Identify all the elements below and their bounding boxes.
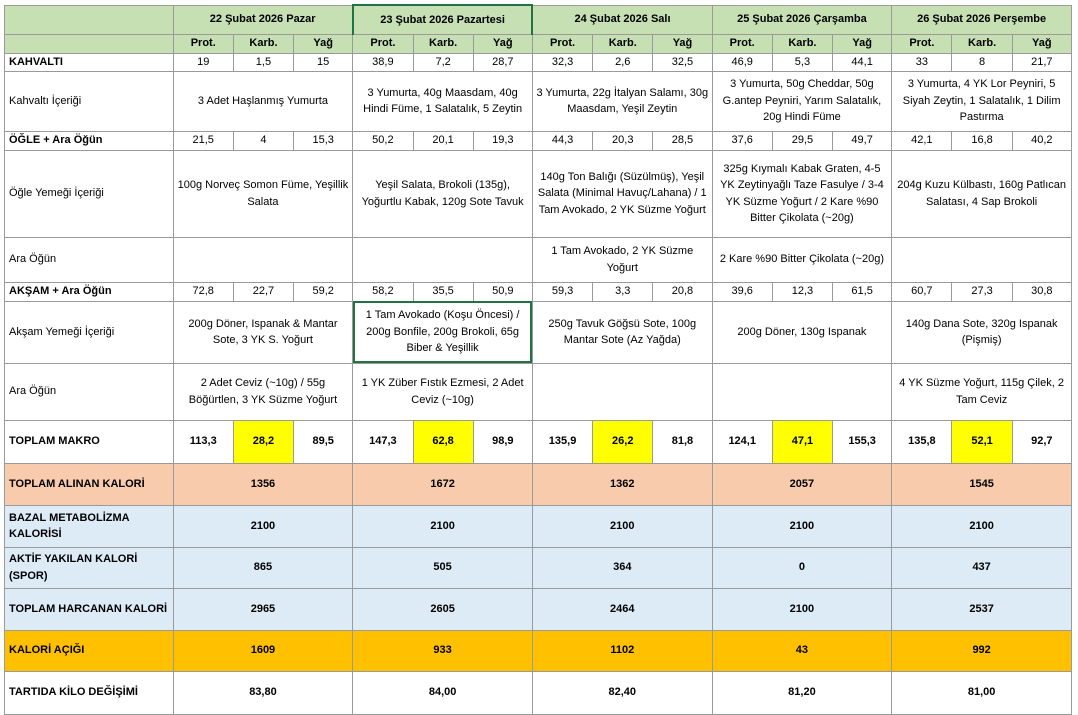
row-ogle_icerik <box>5 150 1072 237</box>
macro-value[interactable]: 42,1 <box>892 131 952 150</box>
content-cell[interactable]: 1 YK Züber Fıstık Ezmesi, 2 Adet Ceviz (~10g) <box>353 363 533 420</box>
macro-value[interactable]: 135,9 <box>532 420 592 463</box>
content-cell[interactable]: 81,20 <box>712 671 892 714</box>
macro-value[interactable]: 20,3 <box>593 131 653 150</box>
macro-value[interactable]: 124,1 <box>712 420 772 463</box>
macro-value[interactable]: 44,1 <box>833 53 892 71</box>
content-cell[interactable]: 140g Dana Sote, 320g Ispanak (Pişmiş) <box>892 301 1072 363</box>
row-label-aksam[interactable]: AKŞAM + Ara Öğün <box>5 282 174 301</box>
content-cell[interactable]: 1 Tam Avokado (Koşu Öncesi) / 200g Bonfile, 200g Brokoli, 65g Biber & Yeşillik <box>353 301 533 363</box>
macro-value[interactable]: 40,2 <box>1012 131 1071 150</box>
content-cell[interactable]: 505 <box>353 547 533 588</box>
macro-header-y[interactable]: Yağ <box>473 34 532 53</box>
row-label-toplam_makro[interactable]: TOPLAM MAKRO <box>5 420 174 463</box>
macro-value[interactable]: 35,5 <box>413 282 473 301</box>
row-label-kilo[interactable]: TARTIDA KİLO DEĞİŞİMİ <box>5 671 174 714</box>
macro-value[interactable]: 32,5 <box>653 53 712 71</box>
row-label-kahvalti_icerik[interactable]: Kahvaltı İçeriği <box>5 71 174 131</box>
macro-value[interactable]: 59,2 <box>294 282 353 301</box>
row-label-toplam_harcanan[interactable]: TOPLAM HARCANAN KALORİ <box>5 588 174 630</box>
content-cell[interactable]: 2100 <box>173 505 353 547</box>
content-cell[interactable]: 2 Kare %90 Bitter Çikolata (~20g) <box>712 237 892 282</box>
content-cell[interactable] <box>532 363 712 420</box>
macro-value[interactable]: 98,9 <box>473 420 532 463</box>
macro-value[interactable]: 49,7 <box>833 131 892 150</box>
row-ogle <box>5 131 1072 150</box>
content-cell[interactable]: 140g Ton Balığı (Süzülmüş), Yeşil Salata (Minimal Havuç/Lahana) / 1 Tam Avokado, 2 YK Süzme Yoğurt <box>532 150 712 237</box>
date-header-1[interactable]: 22 Şubat 2026 Pazar <box>173 5 353 34</box>
macro-header-k[interactable]: Karb. <box>233 34 293 53</box>
macro-value[interactable]: 19 <box>173 53 233 71</box>
content-cell[interactable]: 3 Yumurta, 40g Maasdam, 40g Hindi Füme, 1 Salatalık, 5 Zeytin <box>353 71 533 131</box>
macro-value[interactable]: 92,7 <box>1012 420 1071 463</box>
macro-value[interactable]: 81,8 <box>653 420 712 463</box>
row-ara_ogun_2 <box>5 363 1072 420</box>
date-header-4[interactable]: 25 Şubat 2026 Çarşamba <box>712 5 892 34</box>
macro-value[interactable]: 50,9 <box>473 282 532 301</box>
macro-header-p[interactable]: Prot. <box>353 34 413 53</box>
macro-value[interactable]: 21,7 <box>1012 53 1071 71</box>
content-cell[interactable]: 2100 <box>892 505 1072 547</box>
macro-header-y[interactable]: Yağ <box>1012 34 1071 53</box>
row-aksam_icerik <box>5 301 1072 363</box>
macro-value[interactable]: 20,8 <box>653 282 712 301</box>
content-cell[interactable]: 2100 <box>532 505 712 547</box>
macro-header-p[interactable]: Prot. <box>173 34 233 53</box>
content-cell[interactable]: 3 Adet Haşlanmış Yumurta <box>173 71 353 131</box>
row-aksam <box>5 282 1072 301</box>
macro-value[interactable]: 3,3 <box>593 282 653 301</box>
macro-value[interactable]: 50,2 <box>353 131 413 150</box>
content-cell[interactable]: 2100 <box>712 588 892 630</box>
macro-value[interactable]: 52,1 <box>952 420 1012 463</box>
content-cell[interactable]: 1609 <box>173 630 353 671</box>
content-cell[interactable]: 992 <box>892 630 1072 671</box>
content-cell[interactable] <box>173 237 353 282</box>
macro-header-k[interactable]: Karb. <box>772 34 832 53</box>
content-cell[interactable]: 83,80 <box>173 671 353 714</box>
row-label-bazal[interactable]: BAZAL METABOLİZMA KALORİSİ <box>5 505 174 547</box>
content-cell[interactable]: 1545 <box>892 463 1072 505</box>
content-cell[interactable]: 2605 <box>353 588 533 630</box>
content-cell[interactable]: 100g Norveç Somon Füme, Yeşillik Salata <box>173 150 353 237</box>
macro-value[interactable]: 37,6 <box>712 131 772 150</box>
row-kalori_acigi <box>5 630 1072 671</box>
macro-value[interactable]: 12,3 <box>772 282 832 301</box>
content-cell[interactable]: 1356 <box>173 463 353 505</box>
content-cell[interactable]: 2100 <box>712 505 892 547</box>
macro-value[interactable]: 28,2 <box>233 420 293 463</box>
content-cell[interactable]: 204g Kuzu Külbastı, 160g Patlıcan Salatası, 4 Sap Brokoli <box>892 150 1072 237</box>
corner-cell[interactable] <box>5 5 174 34</box>
macro-value[interactable]: 72,8 <box>173 282 233 301</box>
macro-value[interactable]: 44,3 <box>532 131 592 150</box>
content-cell[interactable]: 200g Döner, Ispanak & Mantar Sote, 3 YK S. Yoğurt <box>173 301 353 363</box>
row-label-aktif[interactable]: AKTİF YAKILAN KALORİ (SPOR) <box>5 547 174 588</box>
macro-value[interactable]: 39,6 <box>712 282 772 301</box>
macro-header-y[interactable]: Yağ <box>294 34 353 53</box>
content-cell[interactable]: 2100 <box>353 505 533 547</box>
macro-value[interactable]: 155,3 <box>833 420 892 463</box>
macro-value[interactable]: 22,7 <box>233 282 293 301</box>
content-cell[interactable]: 325g Kıymalı Kabak Graten, 4-5 YK Zeytinyağlı Taze Fasulye / 3-4 YK Süzme Yoğurt / 2 Kare %90 Bitter Çikolata (~20g) <box>712 150 892 237</box>
content-cell[interactable]: 43 <box>712 630 892 671</box>
row-ara_ogun_1 <box>5 237 1072 282</box>
macro-value[interactable]: 38,9 <box>353 53 413 71</box>
content-cell[interactable]: 364 <box>532 547 712 588</box>
macro-value[interactable]: 113,3 <box>173 420 233 463</box>
macro-value[interactable]: 7,2 <box>413 53 473 71</box>
row-label-ogle[interactable]: ÖĞLE + Ara Öğün <box>5 131 174 150</box>
row-label-ara_ogun_1[interactable]: Ara Öğün <box>5 237 174 282</box>
macro-header-p[interactable]: Prot. <box>712 34 772 53</box>
macro-value[interactable]: 16,8 <box>952 131 1012 150</box>
content-cell[interactable] <box>892 237 1072 282</box>
content-cell[interactable]: 250g Tavuk Göğsü Sote, 100g Mantar Sote (Az Yağda) <box>532 301 712 363</box>
content-cell[interactable]: 0 <box>712 547 892 588</box>
content-cell[interactable]: 2 Adet Ceviz (~10g) / 55g Böğürtlen, 3 YK Süzme Yoğurt <box>173 363 353 420</box>
row-toplam_alinan <box>5 463 1072 505</box>
content-cell[interactable]: 3 Yumurta, 50g Cheddar, 50g G.antep Peyniri, Yarım Salatalık, 20g Hindi Füme <box>712 71 892 131</box>
date-header-5[interactable]: 26 Şubat 2026 Perşembe <box>892 5 1072 34</box>
row-label-kahvalti[interactable]: KAHVALTI <box>5 53 174 71</box>
macro-value[interactable]: 29,5 <box>772 131 832 150</box>
macro-value[interactable]: 28,5 <box>653 131 712 150</box>
macro-value[interactable]: 4 <box>233 131 293 150</box>
macro-value[interactable]: 30,8 <box>1012 282 1071 301</box>
content-cell[interactable]: 82,40 <box>532 671 712 714</box>
macro-value[interactable]: 32,3 <box>532 53 592 71</box>
macro-value[interactable]: 147,3 <box>353 420 413 463</box>
content-cell[interactable]: 200g Döner, 130g Ispanak <box>712 301 892 363</box>
macro-value[interactable]: 1,5 <box>233 53 293 71</box>
macro-value[interactable]: 8 <box>952 53 1012 71</box>
content-cell[interactable]: Yeşil Salata, Brokoli (135g), Yoğurtlu Kabak, 120g Sote Tavuk <box>353 150 533 237</box>
macro-value[interactable]: 5,3 <box>772 53 832 71</box>
macro-value[interactable]: 59,3 <box>532 282 592 301</box>
content-cell[interactable]: 1 Tam Avokado, 2 YK Süzme Yoğurt <box>532 237 712 282</box>
macro-header-row <box>5 34 1072 53</box>
content-cell[interactable] <box>712 363 892 420</box>
row-label-toplam_alinan[interactable]: TOPLAM ALINAN KALORİ <box>5 463 174 505</box>
content-cell[interactable]: 1672 <box>353 463 533 505</box>
macro-header-y[interactable]: Yağ <box>833 34 892 53</box>
macro-value[interactable]: 28,7 <box>473 53 532 71</box>
macro-value[interactable]: 15 <box>294 53 353 71</box>
content-cell[interactable] <box>353 237 533 282</box>
corner-cell[interactable] <box>5 34 174 53</box>
macro-header-k[interactable]: Karb. <box>593 34 653 53</box>
macro-header-p[interactable]: Prot. <box>892 34 952 53</box>
row-label-kalori_acigi[interactable]: KALORİ AÇIĞI <box>5 630 174 671</box>
macro-value[interactable]: 47,1 <box>772 420 832 463</box>
date-header-row <box>5 5 1072 34</box>
content-cell[interactable]: 81,00 <box>892 671 1072 714</box>
content-cell[interactable]: 933 <box>353 630 533 671</box>
macro-value[interactable]: 62,8 <box>413 420 473 463</box>
macro-value[interactable]: 15,3 <box>294 131 353 150</box>
row-bazal <box>5 505 1072 547</box>
macro-value[interactable]: 58,2 <box>353 282 413 301</box>
date-header-2[interactable]: 23 Şubat 2026 Pazartesi <box>353 5 533 34</box>
content-cell[interactable]: 2057 <box>712 463 892 505</box>
row-kilo <box>5 671 1072 714</box>
row-label-aksam_icerik[interactable]: Akşam Yemeği İçeriği <box>5 301 174 363</box>
macro-value[interactable]: 33 <box>892 53 952 71</box>
content-cell[interactable]: 437 <box>892 547 1072 588</box>
macro-header-y[interactable]: Yağ <box>653 34 712 53</box>
macro-value[interactable]: 26,2 <box>593 420 653 463</box>
macro-value[interactable]: 27,3 <box>952 282 1012 301</box>
macro-value[interactable]: 89,5 <box>294 420 353 463</box>
macro-value[interactable]: 20,1 <box>413 131 473 150</box>
content-cell[interactable]: 4 YK Süzme Yoğurt, 115g Çilek, 2 Tam Ceviz <box>892 363 1072 420</box>
row-label-ogle_icerik[interactable]: Öğle Yemeği İçeriği <box>5 150 174 237</box>
content-cell[interactable]: 865 <box>173 547 353 588</box>
macro-value[interactable]: 19,3 <box>473 131 532 150</box>
row-toplam_makro <box>5 420 1072 463</box>
macro-value[interactable]: 61,5 <box>833 282 892 301</box>
macro-value[interactable]: 60,7 <box>892 282 952 301</box>
macro-value[interactable]: 135,8 <box>892 420 952 463</box>
row-toplam_harcanan <box>5 588 1072 630</box>
content-cell[interactable]: 2464 <box>532 588 712 630</box>
macro-header-p[interactable]: Prot. <box>532 34 592 53</box>
diet-spreadsheet <box>4 4 1072 715</box>
content-cell[interactable]: 84,00 <box>353 671 533 714</box>
row-kahvalti_icerik <box>5 71 1072 131</box>
macro-header-k[interactable]: Karb. <box>952 34 1012 53</box>
row-kahvalti <box>5 53 1072 71</box>
content-cell[interactable]: 3 Yumurta, 22g İtalyan Salamı, 30g Maasdam, Yeşil Zeytin <box>532 71 712 131</box>
row-aktif <box>5 547 1072 588</box>
macro-header-k[interactable]: Karb. <box>413 34 473 53</box>
content-cell[interactable]: 2537 <box>892 588 1072 630</box>
content-cell[interactable]: 3 Yumurta, 4 YK Lor Peyniri, 5 Siyah Zeytin, 1 Salatalık, 1 Dilim Pastırma <box>892 71 1072 131</box>
content-cell[interactable]: 1102 <box>532 630 712 671</box>
row-label-ara_ogun_2[interactable]: Ara Öğün <box>5 363 174 420</box>
date-header-3[interactable]: 24 Şubat 2026 Salı <box>532 5 712 34</box>
content-cell[interactable]: 2965 <box>173 588 353 630</box>
content-cell[interactable]: 1362 <box>532 463 712 505</box>
macro-value[interactable]: 21,5 <box>173 131 233 150</box>
macro-value[interactable]: 2,6 <box>593 53 653 71</box>
macro-value[interactable]: 46,9 <box>712 53 772 71</box>
